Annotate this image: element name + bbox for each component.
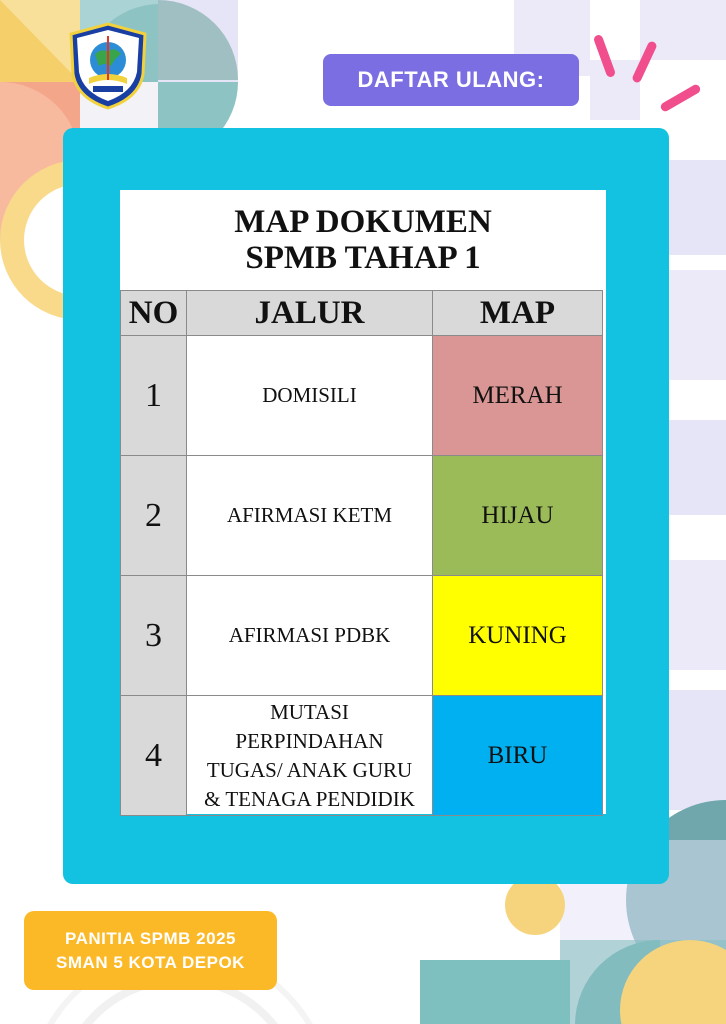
table-row bbox=[121, 696, 603, 816]
row-number: 3 bbox=[121, 576, 187, 696]
table-row bbox=[121, 456, 603, 576]
jalur-line: MUTASI bbox=[270, 699, 349, 724]
footer-line-2: SMAN 5 KOTA DEPOK bbox=[56, 952, 245, 972]
map-color-cell: MERAH bbox=[433, 336, 603, 456]
jalur-line: & TENAGA PENDIDIK bbox=[204, 786, 415, 811]
document-title bbox=[120, 192, 606, 288]
footer-line-1: PANITIA SPMB 2025 bbox=[65, 928, 236, 948]
jalur-line: PERPINDAHAN bbox=[235, 728, 384, 753]
table-row bbox=[121, 576, 603, 696]
map-color-cell: KUNING bbox=[433, 576, 603, 696]
map-document-table bbox=[120, 290, 603, 816]
column-header-jalur: JALUR bbox=[187, 291, 433, 336]
daftar-ulang-badge: DAFTAR ULANG: bbox=[323, 54, 579, 106]
table-header-row bbox=[121, 291, 603, 336]
row-number: 2 bbox=[121, 456, 187, 576]
title-line-2: SPMB TAHAP 1 bbox=[245, 240, 481, 276]
column-header-no: NO bbox=[121, 291, 187, 336]
jalur-line: DOMISILI bbox=[262, 383, 357, 407]
jalur-cell bbox=[187, 696, 433, 816]
row-number: 1 bbox=[121, 336, 187, 456]
jalur-line: AFIRMASI KETM bbox=[226, 503, 393, 527]
map-color-cell: HIJAU bbox=[433, 456, 603, 576]
school-emblem-icon bbox=[67, 22, 149, 110]
jalur-cell bbox=[187, 336, 433, 456]
table-row bbox=[121, 336, 603, 456]
column-header-map: MAP bbox=[433, 291, 603, 336]
jalur-cell bbox=[187, 576, 433, 696]
map-color-cell: BIRU bbox=[433, 696, 603, 816]
jalur-line: AFIRMASI PDBK bbox=[228, 623, 391, 647]
title-line-1: MAP DOKUMEN bbox=[234, 204, 492, 240]
jalur-line: TUGAS/ ANAK GURU bbox=[206, 757, 413, 782]
row-number: 4 bbox=[121, 696, 187, 816]
committee-badge bbox=[24, 911, 277, 990]
jalur-cell bbox=[187, 456, 433, 576]
